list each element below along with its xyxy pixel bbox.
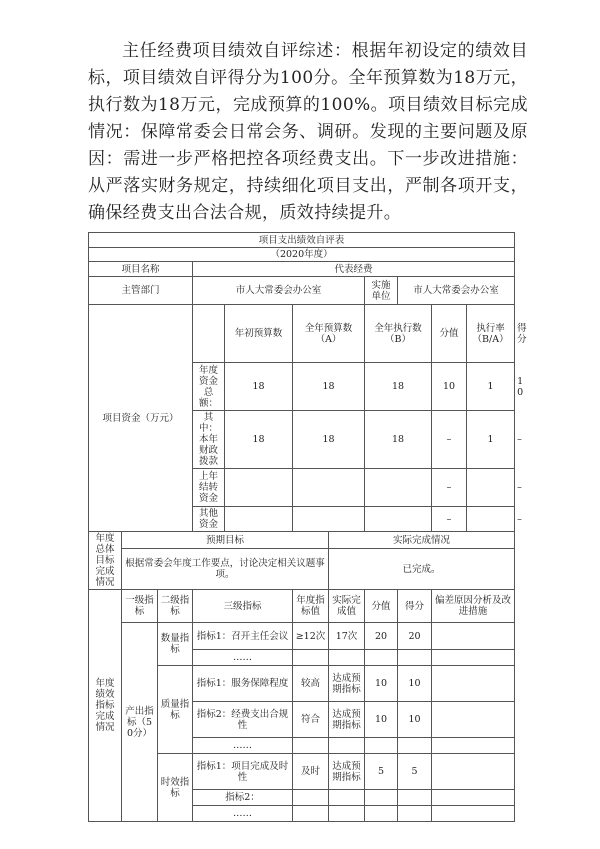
indicator-reason bbox=[432, 650, 515, 666]
funds-rate: 1 bbox=[467, 411, 515, 469]
indicator-weight bbox=[365, 738, 398, 754]
indicator-reason bbox=[432, 738, 515, 754]
indicator-weight bbox=[365, 806, 398, 822]
indicator-weight: 5 bbox=[365, 754, 398, 790]
funds-header-full: 全年预算数（A） bbox=[293, 305, 365, 363]
perf-header-actual: 实际完成值 bbox=[329, 590, 365, 623]
indicator-name: …… bbox=[193, 738, 293, 754]
funds-row-label: 其中：本年财政拨款 bbox=[193, 411, 225, 469]
indicator-name: 指标1：项目完成及时性 bbox=[193, 754, 293, 790]
funds-full: 18 bbox=[293, 363, 365, 411]
indicator-actual: 达成预期指标 bbox=[329, 666, 365, 702]
indicator-reason bbox=[432, 623, 515, 650]
funds-header-weight: 分值 bbox=[432, 305, 467, 363]
impl-value: 市人大常委会办公室 bbox=[398, 277, 515, 305]
project-name-label: 项目名称 bbox=[89, 262, 193, 277]
indicator-score bbox=[398, 738, 432, 754]
funds-rate: 1 bbox=[467, 363, 515, 411]
indicator-actual: 17次 bbox=[329, 623, 365, 650]
table-year: （2020年度） bbox=[89, 248, 515, 262]
indicator-weight: 10 bbox=[365, 702, 398, 738]
funds-row: 上年结转资金 – – bbox=[89, 469, 515, 507]
indicator-name: 指标2： bbox=[193, 790, 293, 806]
indicator-actual bbox=[329, 650, 365, 666]
indicator-reason bbox=[432, 702, 515, 738]
indicator-target bbox=[293, 650, 329, 666]
perf-header-l2: 二级指标 bbox=[158, 590, 193, 623]
funds-full: 18 bbox=[293, 411, 365, 469]
indicator-score: 10 bbox=[398, 666, 432, 702]
funds-header-blank bbox=[193, 305, 225, 363]
perf-header-l1: 一级指标 bbox=[122, 590, 158, 623]
funds-weight: 10 bbox=[432, 363, 467, 411]
indicator-target: 较高 bbox=[293, 666, 329, 702]
indicator-score: 20 bbox=[398, 623, 432, 650]
funds-exec bbox=[365, 507, 432, 532]
funds-exec: 18 bbox=[365, 411, 432, 469]
funds-weight: – bbox=[432, 507, 467, 532]
indicator-score bbox=[398, 806, 432, 822]
funds-row-label: 其他资金 bbox=[193, 507, 225, 532]
summary-paragraph bbox=[88, 38, 528, 227]
indicator-row bbox=[89, 623, 515, 650]
indicator-actual bbox=[329, 790, 365, 806]
goal-actual-label: 实际完成情况 bbox=[329, 532, 515, 549]
funds-initial: 18 bbox=[225, 363, 293, 411]
goal-label: 年度总体目标完成情况 bbox=[89, 532, 122, 590]
indicator-target bbox=[293, 790, 329, 806]
perf-header-l3: 三级指标 bbox=[193, 590, 293, 623]
summary-text: 主任经费项目绩效自评综述：根据年初设定的绩效目标，项目绩效自评得分为100分。全年预算数为18万元，执行数为18万元，完成预算的100%。项目绩效目标完成情况：保障常委会日常会务、调研。发现的主要问题及原因：需进一步严格把控各项经费支出。下一步改进措施：从严落实财务规定，持续细化项目支出，严制各项开支，确保经费支出合法合规，质效持续提升。 bbox=[88, 41, 528, 223]
goal-expected: 根据常委会年度工作要点，讨论决定相关议题事项。 bbox=[122, 549, 329, 590]
funds-initial bbox=[225, 469, 293, 507]
indicator-actual: 达成预期指标 bbox=[329, 754, 365, 790]
funds-label: 项目资金（万元） bbox=[89, 305, 193, 532]
perf-header-weight: 分值 bbox=[365, 590, 398, 623]
perf-header-target: 年度指标值 bbox=[293, 590, 329, 623]
indicator-score: 5 bbox=[398, 754, 432, 790]
funds-initial bbox=[225, 507, 293, 532]
performance-evaluation-table: 项目支出绩效自评表 （2020年度） 项目名称 代表经费 主管部门 市人大常委会办公室 实施单位 市人大常委会办公室 项目资金（万元） 年初预算数 全年预算数（A） 全年执行数（B） 分值 执行率（B/A） 得分 年度资金总额： 18 18 18 10 1 10 其中：本年财政拨款 18 18 18 – 1 – 上年结转资金 – – 其他资金 – – 年度总体目标完成情况 预期目标 实际完成情况 根据常委会年度工作要点，讨论决定相关议题事项。 已完成。 年度绩效指标完成情况 一级指标 二级指标 三级指标 年度指标值 实际完成值 分值 得分 偏差原因分析及改进措施 产出指标（50分） 数量指标 指标1：召开主任会议 ≥12次 17次 20 20 …… 质量指标 指标1：服务保障程度 较高 达成预期指标 10 10 指标2：经费支出合规性 符合 达成预期指标 10 10 …… 时效指标 指标1：项目完成及时性 及时 达成预期指标 5 5 指标2： …… bbox=[88, 232, 515, 822]
indicator-target: ≥12次 bbox=[293, 623, 329, 650]
indicator-name: 指标2：经费支出合规性 bbox=[193, 702, 293, 738]
indicator-weight: 10 bbox=[365, 666, 398, 702]
indicator-name: 指标1：服务保障程度 bbox=[193, 666, 293, 702]
indicator-name: …… bbox=[193, 650, 293, 666]
indicator-reason bbox=[432, 754, 515, 790]
project-name-value: 代表经费 bbox=[193, 262, 515, 277]
funds-row: 其中：本年财政拨款 18 18 18 – 1 – bbox=[89, 411, 515, 469]
perf-header-score: 得分 bbox=[398, 590, 432, 623]
funds-row: 其他资金 – – bbox=[89, 507, 515, 532]
impl-label: 实施单位 bbox=[365, 277, 398, 305]
funds-weight: – bbox=[432, 411, 467, 469]
indicator-weight bbox=[365, 790, 398, 806]
funds-weight: – bbox=[432, 469, 467, 507]
dept-label: 主管部门 bbox=[89, 277, 193, 305]
perf-header-reason: 偏差原因分析及改进措施 bbox=[432, 590, 515, 623]
quality-label: 质量指标 bbox=[158, 666, 193, 754]
funds-initial: 18 bbox=[225, 411, 293, 469]
funds-header-exec: 全年执行数（B） bbox=[365, 305, 432, 363]
perf-label: 年度绩效指标完成情况 bbox=[89, 590, 122, 822]
funds-row: 年度资金总额： 18 18 18 10 1 10 bbox=[89, 363, 515, 411]
indicator-target: 及时 bbox=[293, 754, 329, 790]
funds-row-label: 上年结转资金 bbox=[193, 469, 225, 507]
funds-rate bbox=[467, 469, 515, 507]
funds-header-rate: 执行率（B/A） bbox=[467, 305, 515, 363]
indicator-name: …… bbox=[193, 806, 293, 822]
indicator-target bbox=[293, 738, 329, 754]
indicator-actual: 达成预期指标 bbox=[329, 702, 365, 738]
goal-expected-label: 预期目标 bbox=[122, 532, 329, 549]
indicator-weight bbox=[365, 650, 398, 666]
timeliness-label: 时效指标 bbox=[158, 754, 193, 822]
output-label: 产出指标（50分） bbox=[122, 623, 158, 822]
indicator-weight: 20 bbox=[365, 623, 398, 650]
goal-actual: 已完成。 bbox=[329, 549, 515, 590]
funds-full bbox=[293, 469, 365, 507]
indicator-reason bbox=[432, 806, 515, 822]
indicator-score bbox=[398, 790, 432, 806]
indicator-actual bbox=[329, 806, 365, 822]
dept-value: 市人大常委会办公室 bbox=[193, 277, 365, 305]
indicator-reason bbox=[432, 790, 515, 806]
funds-rate bbox=[467, 507, 515, 532]
indicator-target: 符合 bbox=[293, 702, 329, 738]
indicator-name: 指标1：召开主任会议 bbox=[193, 623, 293, 650]
quantity-label: 数量指标 bbox=[158, 623, 193, 666]
indicator-score: 10 bbox=[398, 702, 432, 738]
funds-row-label: 年度资金总额： bbox=[193, 363, 225, 411]
indicator-score bbox=[398, 650, 432, 666]
indicator-actual bbox=[329, 738, 365, 754]
funds-full bbox=[293, 507, 365, 532]
funds-header-initial: 年初预算数 bbox=[225, 305, 293, 363]
funds-exec: 18 bbox=[365, 363, 432, 411]
indicator-target bbox=[293, 806, 329, 822]
funds-exec bbox=[365, 469, 432, 507]
indicator-reason bbox=[432, 666, 515, 702]
table-title: 项目支出绩效自评表 bbox=[89, 233, 515, 248]
